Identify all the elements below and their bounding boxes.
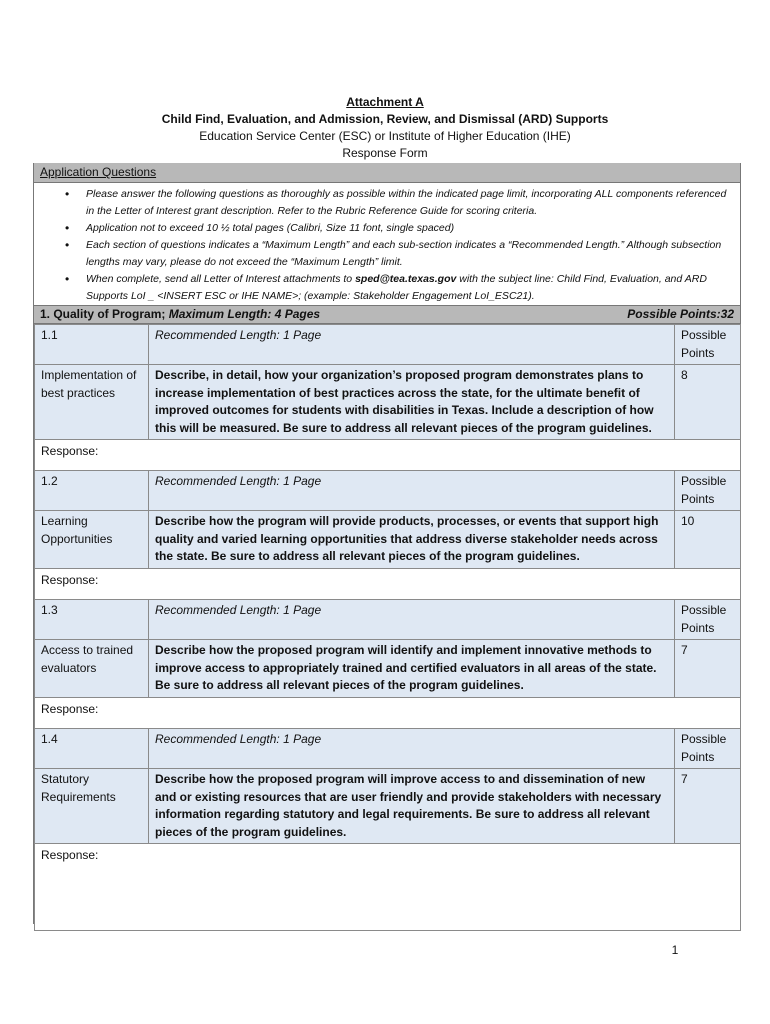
response-field[interactable]: Response:: [35, 844, 741, 931]
instruction-item: [86, 271, 730, 305]
recommended-length: Recommended Length: 1 Page: [149, 471, 675, 511]
question-text: Describe how the proposed program will identify and implement innovative methods to improve access to appropriately trained and certified evaluators in all areas of the state. Be sure to address all relevant pieces of the program guidelines.: [149, 640, 675, 698]
question-number: 1.4: [35, 729, 149, 769]
question-topic: Learning Opportunities: [35, 511, 149, 569]
response-field[interactable]: Response:: [35, 440, 741, 477]
possible-points-label: Possible Points: [675, 600, 741, 640]
instruction-text: with the subject line: Child Find, Evaluation, and ARD Supports LoI _ <INSERT ESC or IHE NAME>; (example: Stakeholder Engagement LoI_ESC21).: [86, 273, 707, 302]
question-number: 1.1: [35, 325, 149, 365]
possible-points-label: Possible Points: [675, 325, 741, 365]
recommended-length: Recommended Length: 1 Page: [149, 600, 675, 640]
question-number: 1.2: [35, 471, 149, 511]
section-title: [40, 306, 320, 323]
question-text: Describe how the proposed program will improve access to and dissemination of new and or existing resources that are user friendly and provide stakeholders with necessary information regarding statutory and legal requirements. Be sure to address all relevant pieces of the program guidelines.: [149, 769, 675, 844]
question-table-1-3: [34, 599, 741, 735]
possible-points-label: Possible Points: [675, 729, 741, 769]
recommended-length: Recommended Length: 1 Page: [149, 325, 675, 365]
possible-points-label: Possible Points: [675, 471, 741, 511]
email-link[interactable]: sped@tea.texas.gov: [355, 273, 457, 285]
instructions-list: [34, 183, 740, 305]
attachment-label: Attachment A: [346, 95, 424, 109]
question-points: 7: [675, 640, 741, 698]
recommended-length: Recommended Length: 1 Page: [149, 729, 675, 769]
question-text: Describe how the program will provide products, processes, or events that support high quality and varied learning opportunities that address diverse stakeholder needs across the state. Be sure to address all relevant pieces of the program guidelines.: [149, 511, 675, 569]
question-topic: Access to trained evaluators: [35, 640, 149, 698]
form-name: Response Form: [342, 146, 428, 160]
question-table-1-2: [34, 470, 741, 606]
instruction-item: • Please answer the following questions as thoroughly as possible within the indicated page limit, incorporating ALL components referenced in the Letter of Interest grant description. Refer to the Rubric Reference Guide for scoring criteria.: [86, 186, 730, 220]
document-subtitle: Education Service Center (ESC) or Institute of Higher Education (IHE): [199, 129, 571, 143]
question-topic: Implementation of best practices: [35, 365, 149, 440]
question-text: Describe, in detail, how your organization’s proposed program demonstrates plans to increase implementation of best practices across the state, for the ultimate benefit of improved outcomes for students with disabilities in Texas. Include a description of how this will be measured. Be sure to address all relevant pieces of the program guidelines.: [149, 365, 675, 440]
question-table-1-1: [34, 324, 741, 477]
question-points: 7: [675, 769, 741, 844]
section-points: Possible Points:32: [627, 307, 734, 321]
section-header: [34, 305, 740, 324]
question-topic: Statutory Requirements: [35, 769, 149, 844]
page-number: 1: [671, 943, 679, 957]
response-field[interactable]: Response:: [35, 697, 741, 734]
section-max-length: Maximum Length: 4 Pages: [168, 307, 321, 321]
question-points: 10: [675, 511, 741, 569]
response-field[interactable]: Response:: [35, 568, 741, 605]
document-title: Child Find, Evaluation, and Admission, Review, and Dismissal (ARD) Supports: [161, 112, 609, 126]
application-questions-header: Application Questions: [34, 163, 740, 183]
instruction-text: When complete, send all Letter of Interest attachments to: [86, 273, 356, 285]
question-points: 8: [675, 365, 741, 440]
instruction-item: • Application not to exceed 10 ½ total pages (Calibri, Size 11 font, single spaced): [86, 220, 730, 237]
question-number: 1.3: [35, 600, 149, 640]
section-number: 1. Quality of Program;: [40, 307, 169, 321]
instruction-item: • Each section of questions indicates a “Maximum Length” and each sub-section indicates a “Recommended Length.” Although subsection lengths may vary, please do not exceed the “Maximum Length” limit.: [86, 237, 730, 271]
question-table-1-4: [34, 728, 741, 931]
